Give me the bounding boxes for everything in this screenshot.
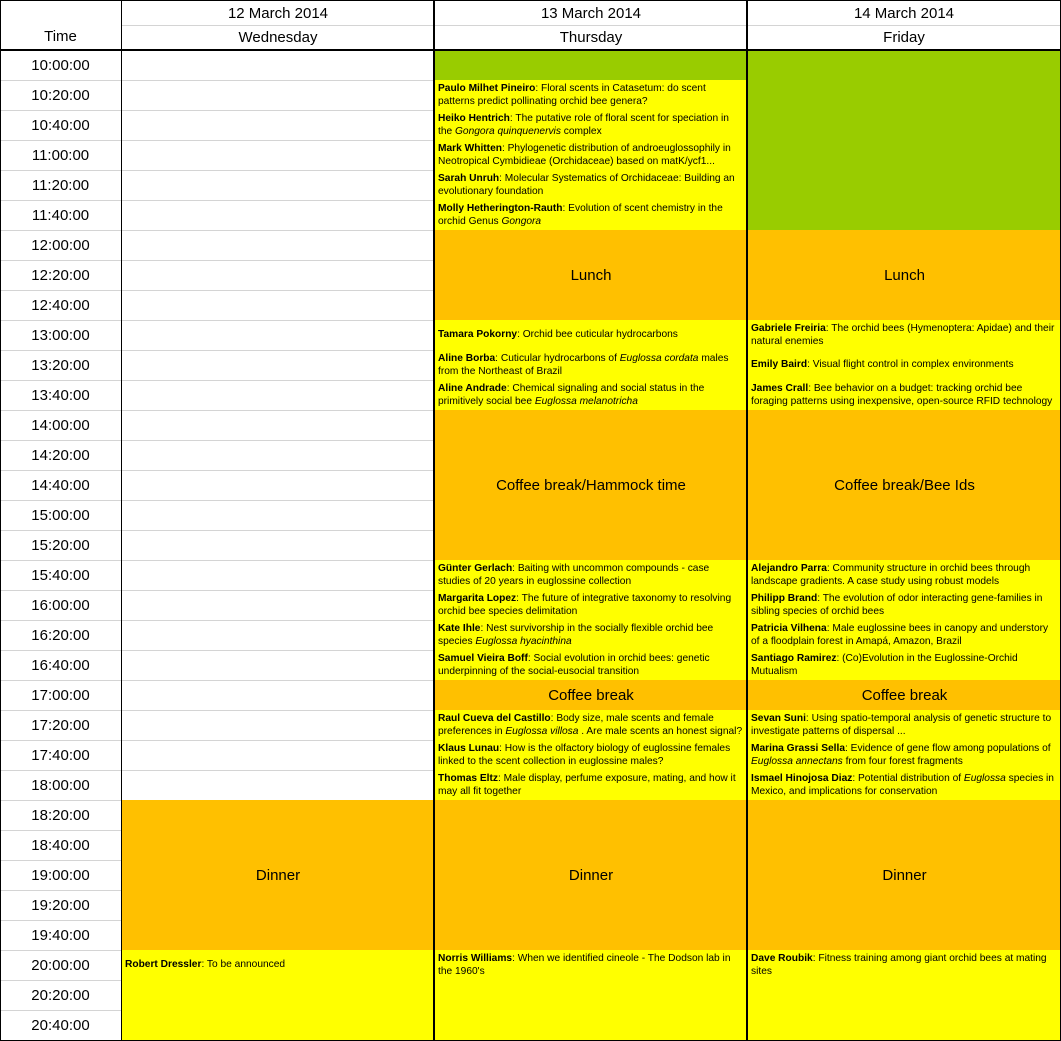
wednesday-empty-cell bbox=[122, 291, 434, 321]
time-slot: 16:40:00 bbox=[0, 651, 121, 681]
friday-afternoon-break-label: Coffee break/Bee Ids bbox=[834, 476, 975, 494]
talk-species: Gongora quinquenervis bbox=[455, 125, 561, 137]
talk-thu_1540 bbox=[435, 560, 747, 590]
talk-thu_1040 bbox=[435, 110, 747, 140]
time-slot: 13:20:00 bbox=[0, 351, 121, 381]
time-slot: 15:40:00 bbox=[0, 561, 121, 591]
talk-title: : Male display, perfume exposure, mating, and how it may all fit together bbox=[438, 773, 736, 797]
talk-fri_1720 bbox=[748, 710, 1060, 740]
talk-speaker: Aline Andrade bbox=[438, 383, 507, 394]
talk-speaker: Margarita Lopez bbox=[438, 593, 517, 604]
talk-speaker: Philipp Brand bbox=[751, 593, 818, 604]
talk-species: Euglossa cordata bbox=[619, 353, 699, 364]
wednesday-empty-cell bbox=[122, 351, 434, 381]
outer-border-left bbox=[0, 0, 1, 1041]
talk-thu_1720 bbox=[435, 710, 747, 740]
talk-title: : Nest survivorship in the socially flexible orchid bee species bbox=[438, 623, 714, 647]
column-border-1 bbox=[121, 0, 122, 1041]
wednesday-empty-cell bbox=[122, 741, 434, 771]
talk-speaker: Günter Gerlach bbox=[438, 563, 513, 574]
wednesday-empty-cell bbox=[122, 441, 434, 471]
time-slot: 15:20:00 bbox=[0, 531, 121, 561]
day-date-thursday: 13 March 2014 bbox=[540, 5, 642, 22]
thursday-afternoon-break bbox=[435, 410, 747, 560]
talk-speaker: Heiko Hentrich bbox=[438, 113, 510, 124]
talk-title: : Evolution of scent chemistry in the orchid Genus bbox=[438, 203, 723, 227]
talk-thu_1320 bbox=[435, 350, 747, 380]
talk-title: : Bee behavior on a budget: tracking orchid bee foraging patterns using inexpensive, open-source RFID technology bbox=[751, 383, 1053, 407]
talk-title: : Phylogenetic distribution of androeuglossophily in Neotropical Cymbidieae (Orchidaceae) based on matK/ycf1... bbox=[438, 143, 731, 167]
wednesday-empty-cell bbox=[122, 651, 434, 681]
talk-speaker: Santiago Ramirez bbox=[751, 653, 837, 664]
talk-title: : Community structure in orchid bees through landscape gradients. A case study using robust models bbox=[751, 563, 1031, 587]
wednesday-empty-cell bbox=[122, 261, 434, 291]
day-date-friday: 14 March 2014 bbox=[853, 5, 955, 22]
time-slot: 14:00:00 bbox=[0, 411, 121, 441]
talk-speaker: Sevan Suni bbox=[751, 713, 806, 724]
wednesday-empty-cell bbox=[122, 231, 434, 261]
talk-fri_2000 bbox=[748, 950, 1060, 980]
talk-fri_1620 bbox=[748, 620, 1060, 650]
talk-title: : Potential distribution of bbox=[852, 773, 964, 784]
friday-dinner-label: Dinner bbox=[882, 866, 927, 884]
talk-species: Euglossa melanotricha bbox=[534, 395, 638, 407]
talk-thu_1020 bbox=[435, 80, 747, 110]
wednesday-empty-cell bbox=[122, 471, 434, 501]
time-slot: 18:00:00 bbox=[0, 771, 121, 801]
talk-species: Euglossa bbox=[963, 773, 1006, 784]
wednesday-empty-cell bbox=[122, 171, 434, 201]
day-name-thursday: Thursday bbox=[559, 29, 623, 46]
talk-speaker: Patricia Vilhena bbox=[751, 623, 827, 634]
talk-title: : Cuticular hydrocarbons of bbox=[495, 353, 620, 364]
talk-title: : How is the olfactory biology of euglossine females linked to the scent collection in euglossine males? bbox=[438, 743, 731, 767]
talk-species: Euglossa annectans bbox=[751, 755, 843, 767]
day-name-friday: Friday bbox=[883, 29, 925, 46]
friday-morning-session bbox=[748, 51, 1061, 230]
talk-title: : Male euglossine bees in canopy and understory of a floodplain forest in Amapá, Amazon, Brazil bbox=[751, 623, 1049, 647]
talk-speaker: Mark Whitten bbox=[438, 143, 502, 154]
time-slot: 18:40:00 bbox=[0, 831, 121, 861]
time-slot: 20:20:00 bbox=[0, 981, 121, 1011]
talk-speaker: Sarah Unruh bbox=[438, 173, 500, 184]
talk-thu_2000 bbox=[435, 950, 747, 980]
day-date-wednesday: 12 March 2014 bbox=[227, 5, 329, 22]
talk-speaker: Alejandro Parra bbox=[751, 563, 827, 574]
talk-fri_1640 bbox=[748, 650, 1060, 680]
friday-lunch bbox=[748, 230, 1061, 320]
talk-title: : Baiting with uncommon compounds - case studies of 20 years in euglossine collection bbox=[438, 563, 710, 587]
thursday-session-header bbox=[435, 51, 747, 80]
talk-speaker: Marina Grassi Sella bbox=[751, 743, 846, 754]
time-slot: 10:20:00 bbox=[0, 81, 121, 111]
talk-thu_1300 bbox=[435, 320, 747, 350]
day-name-wednesday: Wednesday bbox=[238, 29, 318, 46]
time-slot: 19:20:00 bbox=[0, 891, 121, 921]
talk-speaker: Samuel Vieira Boff bbox=[438, 653, 528, 664]
talk-title: : Chemical signaling and social status in the primitively social bee bbox=[438, 383, 705, 407]
wednesday-empty-cell bbox=[122, 531, 434, 561]
talk-fri_1320 bbox=[748, 350, 1060, 380]
wednesday-empty-cell bbox=[122, 501, 434, 531]
header-border bbox=[0, 49, 1061, 51]
wednesday-empty-cell bbox=[122, 591, 434, 621]
talk-speaker: Kate Ihle bbox=[438, 623, 481, 634]
time-slot: 19:40:00 bbox=[0, 921, 121, 951]
time-slot: 13:40:00 bbox=[0, 381, 121, 411]
wednesday-empty-cell bbox=[122, 411, 434, 441]
thursday-dinner bbox=[435, 800, 747, 950]
wednesday-empty-cell bbox=[122, 51, 434, 81]
talk-title: : The orchid bees (Hymenoptera: Apidae) and their natural enemies bbox=[751, 323, 1055, 347]
talk-speaker: Molly Hetherington-Rauth bbox=[438, 203, 563, 214]
wednesday-empty-cell bbox=[122, 111, 434, 141]
talk-thu_1100 bbox=[435, 140, 747, 170]
time-slot: 11:40:00 bbox=[0, 201, 121, 231]
time-slot: 17:00:00 bbox=[0, 681, 121, 711]
time-slot: 11:20:00 bbox=[0, 171, 121, 201]
talk-species: Gongora bbox=[501, 215, 542, 227]
time-slot: 12:00:00 bbox=[0, 231, 121, 261]
time-slot: 18:20:00 bbox=[0, 801, 121, 831]
talk-speaker: Emily Baird bbox=[751, 359, 808, 370]
wednesday-empty-cell bbox=[122, 201, 434, 231]
outer-border-top bbox=[0, 0, 1061, 1]
talk-speaker: James Crall bbox=[751, 383, 809, 394]
talk-species: Euglossa villosa bbox=[505, 725, 579, 737]
thursday-afternoon-break-label: Coffee break/Hammock time bbox=[496, 476, 686, 494]
wednesday-empty-cell bbox=[122, 621, 434, 651]
wednesday-empty-cell bbox=[122, 81, 434, 111]
time-slot: 14:20:00 bbox=[0, 441, 121, 471]
talk-title: : Molecular Systematics of Orchidaceae: Building an evolutionary foundation bbox=[438, 173, 735, 197]
wednesday-empty-cell bbox=[122, 681, 434, 711]
talk-fri_1740 bbox=[748, 740, 1060, 770]
talk-title: : When we identified cineole - The Dodson lab in the 1960's bbox=[438, 953, 731, 977]
time-slot: 11:00:00 bbox=[0, 141, 121, 171]
talk-title-end: . Are male scents an honest signal? bbox=[578, 725, 743, 737]
talk-fri_1600 bbox=[748, 590, 1060, 620]
talk-fri_1300 bbox=[748, 320, 1060, 350]
talk-speaker: Gabriele Freiria bbox=[751, 323, 826, 334]
talk-title: : Body size, male scents and female preferences in bbox=[438, 713, 714, 737]
time-slot: 16:00:00 bbox=[0, 591, 121, 621]
wednesday-empty-cell bbox=[122, 141, 434, 171]
time-slot: 14:40:00 bbox=[0, 471, 121, 501]
time-slot: 16:20:00 bbox=[0, 621, 121, 651]
wednesday-empty-cell bbox=[122, 321, 434, 351]
talk-thu_1600 bbox=[435, 590, 747, 620]
talk-speaker: Raul Cueva del Castillo bbox=[438, 713, 551, 724]
talk-speaker: Robert Dressler bbox=[125, 959, 202, 970]
talk-title-end: males from the Northeast of Brazil bbox=[438, 353, 729, 377]
talk-wed_2000 bbox=[122, 950, 434, 980]
friday-coffee-break bbox=[748, 680, 1061, 710]
time-slot: 12:40:00 bbox=[0, 291, 121, 321]
talk-speaker: Dave Roubik bbox=[751, 953, 813, 964]
time-slot: 12:20:00 bbox=[0, 261, 121, 291]
time-slot: 17:20:00 bbox=[0, 711, 121, 741]
friday-dinner bbox=[748, 800, 1061, 950]
talk-thu_1620 bbox=[435, 620, 747, 650]
talk-speaker: Thomas Eltz bbox=[438, 773, 499, 784]
talk-title-end: complex bbox=[560, 125, 602, 137]
talk-title: : The evolution of odor interacting gene-families in sibling species of orchid bees bbox=[751, 593, 1043, 617]
wednesday-dinner-label: Dinner bbox=[255, 866, 301, 884]
friday-lunch-label: Lunch bbox=[884, 266, 925, 284]
time-slot: 20:00:00 bbox=[0, 951, 121, 981]
time-column-header: Time bbox=[44, 28, 77, 45]
talk-title: : Using spatio-temporal analysis of genetic structure to investigate patterns of dispersal ... bbox=[751, 713, 1052, 737]
talk-thu_1800 bbox=[435, 770, 747, 800]
talk-title: : Floral scents in Catasetum: do scent patterns predict pollinating orchid bee genera? bbox=[438, 83, 706, 107]
talk-title: : Orchid bee cuticular hydrocarbons bbox=[517, 329, 678, 340]
talk-thu_1120 bbox=[435, 170, 747, 200]
column-border-3 bbox=[746, 0, 748, 1041]
talk-thu_1140 bbox=[435, 200, 747, 230]
talk-speaker: Ismael Hinojosa Diaz bbox=[751, 773, 853, 784]
column-border-2 bbox=[433, 0, 435, 1041]
wednesday-empty-cell bbox=[122, 561, 434, 591]
talk-title: : The putative role of floral scent for speciation in the bbox=[438, 113, 729, 137]
friday-afternoon-break bbox=[748, 410, 1061, 560]
thursday-coffee-break bbox=[435, 680, 747, 710]
talk-speaker: Aline Borba bbox=[438, 353, 496, 364]
talk-thu_1640 bbox=[435, 650, 747, 680]
time-slot: 13:00:00 bbox=[0, 321, 121, 351]
talk-title: : Visual flight control in complex environments bbox=[807, 359, 1014, 370]
talk-speaker: Tamara Pokorny bbox=[438, 329, 518, 340]
talk-fri_1540 bbox=[748, 560, 1060, 590]
thursday-dinner-label: Dinner bbox=[568, 866, 614, 884]
talk-title-end: species in Mexico, and implications for conservation bbox=[751, 773, 1054, 797]
talk-title: : Evidence of gene flow among populations of bbox=[845, 743, 1051, 754]
talk-title: : To be announced bbox=[201, 959, 286, 970]
friday-coffee-break-label: Coffee break bbox=[861, 686, 948, 704]
talk-title: : (Co)Evolution in the Euglossine-Orchid Mutualism bbox=[751, 653, 1018, 677]
time-slot: 15:00:00 bbox=[0, 501, 121, 531]
thursday-lunch bbox=[435, 230, 747, 320]
talk-thu_1740 bbox=[435, 740, 747, 770]
talk-speaker: Klaus Lunau bbox=[438, 743, 500, 754]
time-slot: 10:00:00 bbox=[0, 51, 121, 81]
thursday-coffee-break-label: Coffee break bbox=[548, 686, 634, 704]
thursday-lunch-label: Lunch bbox=[570, 266, 612, 284]
wednesday-empty-cell bbox=[122, 771, 434, 801]
talk-speaker: Norris Williams bbox=[438, 953, 513, 964]
talk-title: : Social evolution in orchid bees: genetic underpinning of the social-eusocial transition bbox=[438, 653, 710, 677]
time-slot: 20:40:00 bbox=[0, 1011, 121, 1041]
talk-title: : The future of integrative taxonomy to resolving orchid bee species delimitation bbox=[438, 593, 732, 617]
talk-title-end: from four forest fragments bbox=[842, 755, 963, 767]
time-slot: 17:40:00 bbox=[0, 741, 121, 771]
talk-fri_1800 bbox=[748, 770, 1060, 800]
header-divider bbox=[122, 25, 1061, 26]
wednesday-empty-cell bbox=[122, 711, 434, 741]
time-slot: 10:40:00 bbox=[0, 111, 121, 141]
talk-thu_1340 bbox=[435, 380, 747, 410]
talk-speaker: Paulo Milhet Pineiro bbox=[438, 83, 536, 94]
wednesday-empty-cell bbox=[122, 381, 434, 411]
time-slot: 19:00:00 bbox=[0, 861, 121, 891]
talk-species: Euglossa hyacinthina bbox=[475, 635, 572, 647]
talk-title: : Fitness training among giant orchid bees at mating sites bbox=[751, 953, 1047, 977]
talk-fri_1340 bbox=[748, 380, 1060, 410]
wednesday-dinner bbox=[122, 800, 434, 950]
